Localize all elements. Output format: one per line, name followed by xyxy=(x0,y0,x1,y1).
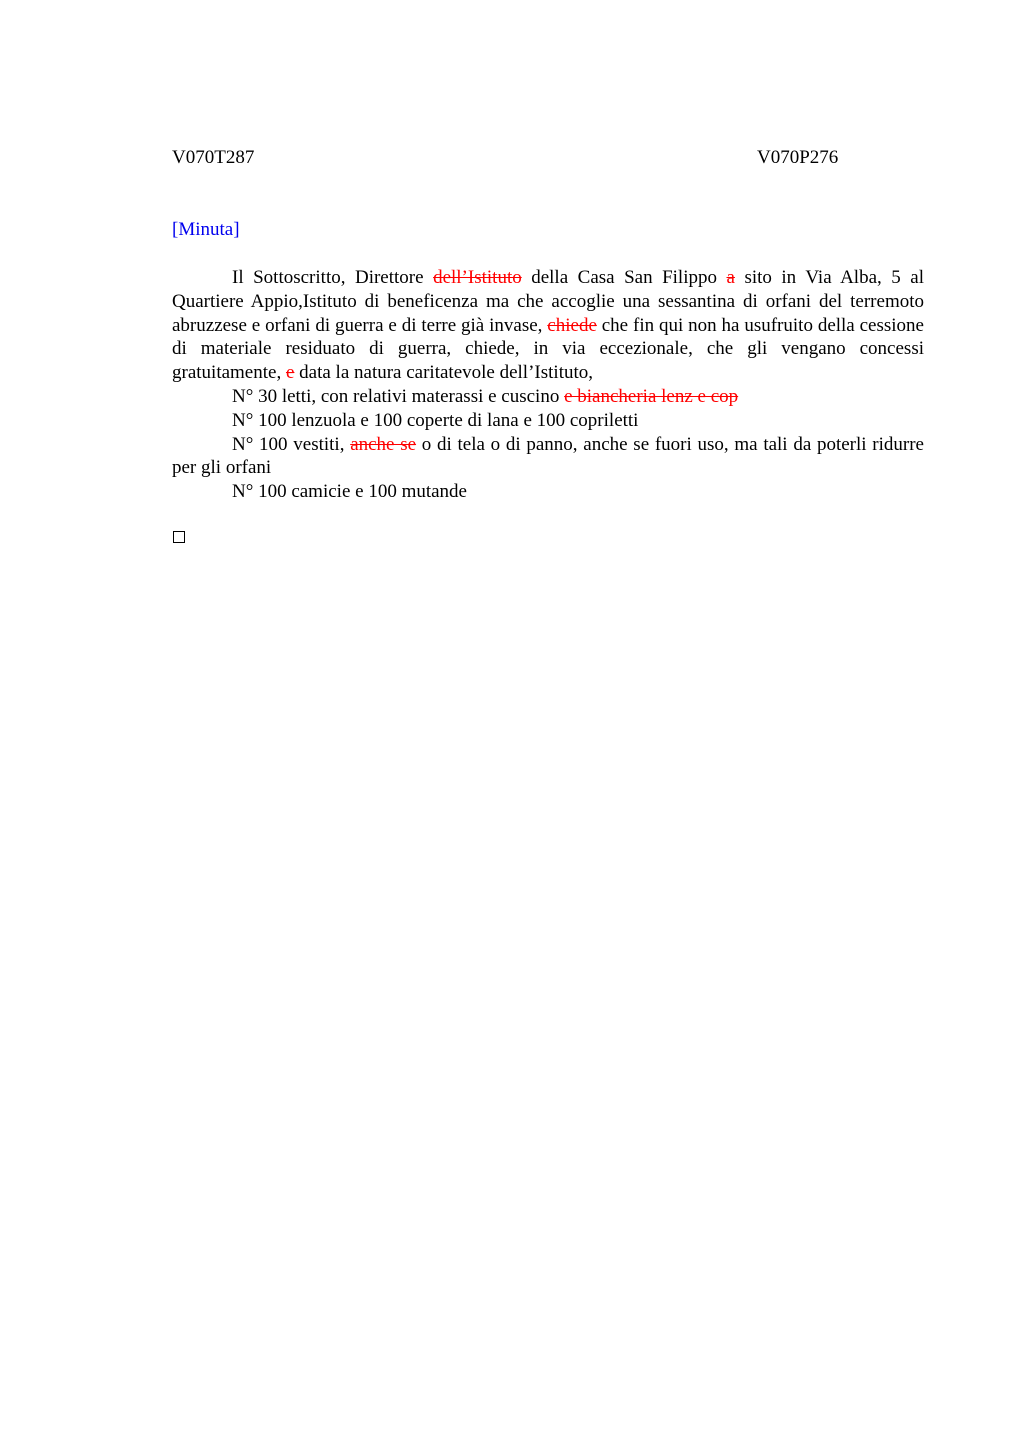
document-code-right: V070P276 xyxy=(757,147,839,168)
paragraph-text: sito in Via Alba, 5 al Quartiere Appio,Istituto di beneficenza ma che accoglie una sessantina di orfani del terremoto abruzzese e orfani di guerra e di terre già invase, xyxy=(172,267,924,336)
deleted-text: dell’Istituto xyxy=(433,267,522,288)
item-text: N° 30 letti, con relativi materassi e cuscino xyxy=(232,385,565,407)
minuta-label: [Minuta] xyxy=(172,219,240,240)
document-code-left: V070T287 xyxy=(172,147,255,168)
list-item xyxy=(172,409,924,433)
deleted-text: a xyxy=(726,267,735,288)
paragraph-text: della Casa San Filippo xyxy=(521,267,727,288)
item-text: N° 100 lenzuola e 100 coperte di lana e 100 copriletti xyxy=(232,409,639,431)
item-text: N° 100 camicie e 100 mutande xyxy=(232,481,467,503)
item-text: N° 100 vestiti, xyxy=(232,433,351,455)
document-body xyxy=(172,266,924,504)
checkbox-symbol xyxy=(173,531,185,543)
deleted-text: anche se xyxy=(350,433,417,455)
list-item xyxy=(172,433,924,481)
paragraph-text: data la natura caritatevole dell’Istituto, xyxy=(294,362,593,384)
deleted-text: e xyxy=(285,362,295,384)
paragraph-text: Il Sottoscritto, Direttore xyxy=(232,267,434,288)
paragraph-text: che fin qui non ha usufruito della cessione di materiale residuato di guerra, chiede, in via eccezionale, che gli vengano concessi gratuitamente, xyxy=(172,314,924,384)
item-text: o di tela o di panno, anche se fuori uso, ma tali da poterli ridurre per gli orfani xyxy=(172,433,924,479)
deleted-text: chiede xyxy=(547,314,597,336)
list-item xyxy=(172,480,924,504)
deleted-text: e biancheria lenz e cop xyxy=(564,385,739,407)
main-paragraph xyxy=(172,266,924,385)
list-item xyxy=(172,385,924,409)
